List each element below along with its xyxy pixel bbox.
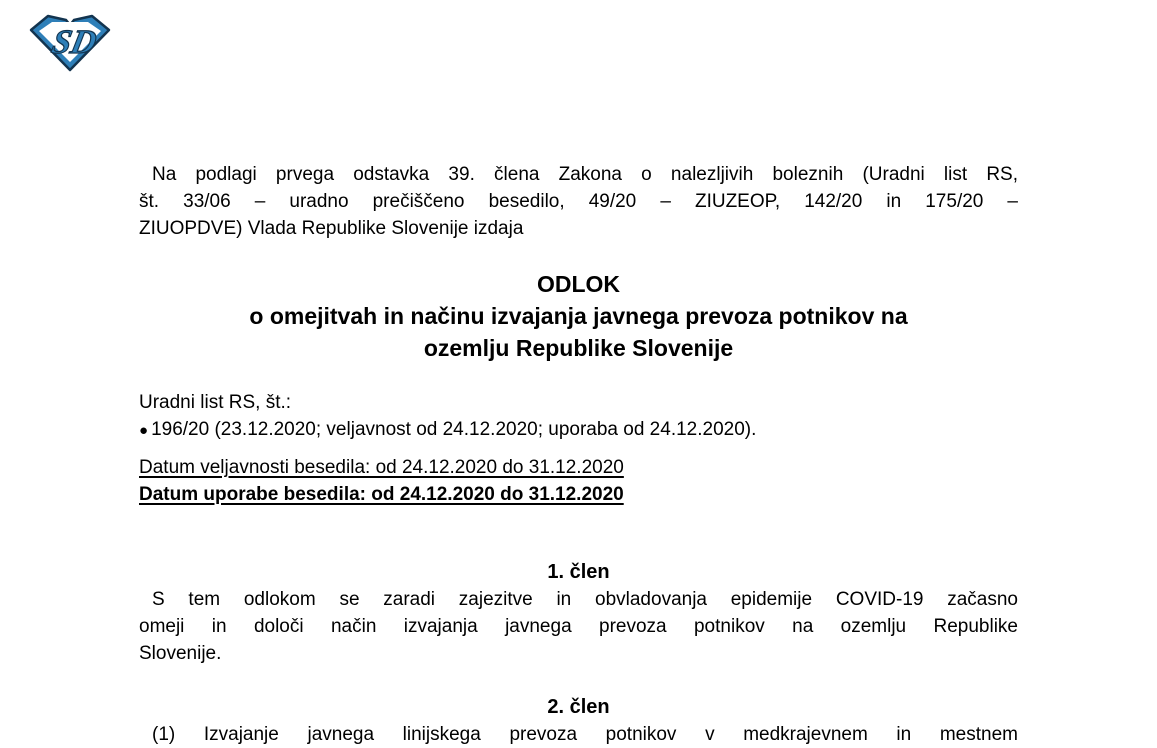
sd-logo: [28, 13, 112, 73]
article-2-paragraph: [139, 721, 1018, 748]
article-1-line: omeji in določi način izvajanja javnega prevoza potnikov na ozemlju Republike: [139, 616, 1018, 637]
document-body: [139, 0, 1018, 748]
gazette-item-text: 196/20 (23.12.2020; veljavnost od 24.12.2020; uporaba od 24.12.2020).: [151, 419, 757, 440]
gazette-list-item: [139, 416, 1018, 444]
article-2-line: (1) Izvajanje javnega linijskega prevoza potnikov v medkrajevnem in mestnem: [152, 724, 1018, 745]
title-line-odlok: ODLOK: [536, 271, 621, 297]
validity-date-line: Datum veljavnosti besedila: od 24.12.2020 do 31.12.2020: [139, 457, 624, 478]
article-2-heading: 2. člen: [547, 696, 610, 718]
title-line: ozemlju Republike Slovenije: [423, 335, 734, 361]
document-title: [139, 268, 1018, 364]
title-line: o omejitvah in načinu izvajanja javnega prevoza potnikov na: [249, 303, 908, 329]
logo-letters: SD: [48, 23, 101, 61]
intro-line: ZIUOPDVE) Vlada Republike Slovenije izdaja: [139, 218, 524, 239]
intro-line: Na podlagi prvega odstavka 39. člena Zakona o nalezljivih boleznih (Uradni list RS,: [152, 164, 1018, 185]
article-1-paragraph: [139, 586, 1018, 667]
intro-line: št. 33/06 – uradno prečiščeno besedilo, 49/20 – ZIUZEOP, 142/20 in 175/20 –: [139, 191, 1018, 212]
article-1-heading: 1. člen: [547, 561, 610, 583]
bullet-icon: ●: [139, 422, 149, 439]
article-1-line: Slovenije.: [139, 643, 222, 664]
intro-paragraph: [139, 161, 1018, 242]
article-1-line: S tem odlokom se zaradi zajezitve in obvladovanja epidemije COVID-19 začasno: [152, 589, 1018, 610]
usage-date-line: Datum uporabe besedila: od 24.12.2020 do 31.12.2020: [139, 484, 624, 505]
gazette-label: Uradni list RS, št.:: [139, 392, 292, 413]
sd-shield-icon: [28, 13, 112, 73]
